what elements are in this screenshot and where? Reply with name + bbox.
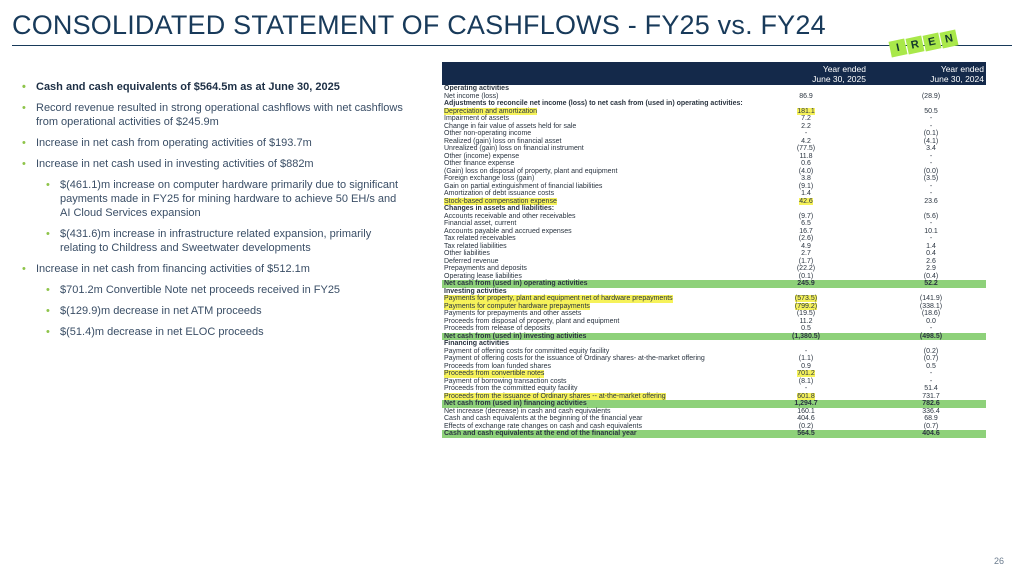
value-fy24: 404.6	[922, 430, 940, 437]
value-fy25	[771, 400, 841, 408]
table-body	[442, 85, 986, 438]
value-fy25	[771, 93, 841, 101]
row-label: (Gain) loss on disposal of property, plant and equipment	[444, 167, 618, 175]
value-fy24: 336.4	[922, 407, 940, 415]
value-fy24: 23.6	[924, 197, 938, 205]
page-title: CONSOLIDATED STATEMENT OF CASHFLOWS - FY25 vs. FY24	[12, 10, 826, 40]
table-section-row	[442, 100, 986, 108]
value-fy25	[771, 415, 841, 423]
value-fy25-text: 181.1	[797, 107, 815, 115]
value-fy25	[771, 280, 841, 288]
table-row	[442, 153, 986, 161]
bullet-item	[22, 136, 407, 150]
value-fy24: -	[929, 220, 933, 227]
row-label: Financing activities	[444, 340, 509, 347]
value-fy25	[771, 235, 841, 243]
value-fy24: -	[929, 370, 933, 377]
value-fy25-text: (77.5)	[796, 145, 816, 152]
bullet-text: Increase in net cash from financing activities of $512.1m	[36, 263, 310, 275]
value-fy25	[771, 123, 841, 131]
value-fy25-text: 1.4	[801, 190, 811, 197]
value-fy25	[771, 220, 841, 228]
table-row	[442, 273, 986, 281]
value-fy25	[771, 423, 841, 431]
row-label: Prepayments and deposits	[444, 265, 527, 272]
row-label: Proceeds from loan funded shares	[444, 362, 552, 370]
row-label: Net cash from (used in) investing activities	[444, 332, 587, 340]
row-label: Accounts receivable and other receivables	[444, 212, 576, 220]
table-row	[442, 115, 986, 123]
row-label: Net income (loss)	[444, 92, 499, 100]
table-row	[442, 235, 986, 243]
logo-letter: E	[923, 33, 942, 52]
value-fy24: (141.9)	[919, 295, 943, 302]
table-row	[442, 355, 986, 363]
value-fy25	[771, 258, 841, 266]
table-row	[442, 250, 986, 258]
row-label: Proceeds from disposal of property, plant and equipment	[444, 317, 620, 325]
table-row	[442, 378, 986, 386]
value-fy25-text: 0.6	[801, 160, 811, 167]
row-label: Other finance expense	[444, 160, 515, 167]
value-fy24: -	[929, 325, 933, 332]
row-label: Investing activities	[444, 287, 507, 295]
table-row	[442, 183, 986, 191]
value-fy25-text: (19.5)	[796, 310, 816, 317]
value-fy25-text: (573.5)	[794, 295, 818, 302]
table-total-row	[442, 333, 986, 341]
row-label: Net increase (decrease) in cash and cash equivalents	[444, 407, 611, 415]
value-fy24: 731.7	[922, 392, 940, 400]
value-fy25-text: (2.6)	[798, 235, 814, 242]
value-fy24: 3.4	[926, 145, 936, 152]
value-fy24: 1.4	[926, 242, 936, 250]
row-label: Tax related liabilities	[444, 242, 507, 250]
column-header-fy25	[812, 64, 866, 84]
value-fy25-text: 564.5	[797, 430, 815, 437]
bullet-text: Increase in net cash from operating activities of $193.7m	[36, 137, 312, 149]
value-fy25-text: 404.6	[797, 415, 815, 422]
table-row	[442, 393, 986, 401]
value-fy25-text: 160.1	[797, 407, 815, 415]
value-fy24: 68.9	[924, 415, 938, 422]
bullet-dot: •	[22, 81, 26, 93]
value-fy25	[771, 213, 841, 221]
row-label: Stock-based compensation expense	[444, 197, 557, 205]
value-fy25	[771, 408, 841, 416]
value-fy25-text: (799.2)	[794, 302, 818, 310]
row-label: Adjustments to reconcile net income (loss) to net cash from (used in) operating activities:	[444, 100, 743, 107]
row-label: Cash and cash equivalents at the end of the financial year	[444, 430, 637, 437]
value-fy25-text: -	[804, 385, 808, 392]
value-fy25-text: 245.9	[797, 280, 815, 287]
value-fy25-text: 16.7	[799, 227, 813, 235]
value-fy24: (5.6)	[923, 212, 939, 220]
value-fy24: 0.0	[926, 317, 936, 325]
value-fy24: (0.0)	[923, 167, 939, 175]
row-label: Unrealized (gain) loss on financial instrument	[444, 145, 584, 152]
table-row	[442, 303, 986, 311]
table-total-row	[442, 400, 986, 408]
sub-bullet-item	[46, 227, 407, 255]
value-fy25	[771, 138, 841, 146]
value-fy25	[771, 145, 841, 153]
row-label: Changes in assets and liabilities:	[444, 205, 555, 212]
value-fy24: -	[929, 122, 933, 130]
table-row	[442, 265, 986, 273]
table-row	[442, 160, 986, 168]
column-header-line: June 30, 2024	[930, 74, 984, 84]
value-fy25-text: 0.5	[801, 325, 811, 332]
value-fy25-text: 4.2	[801, 137, 811, 145]
table-row	[442, 108, 986, 116]
value-fy25-text: (4.0)	[798, 167, 814, 175]
row-label: Effects of exchange rate changes on cash and cash equivalents	[444, 422, 642, 430]
value-fy25-text: 701.2	[797, 370, 815, 377]
row-label: Operating lease liabilities	[444, 272, 522, 280]
value-fy25	[771, 348, 841, 356]
value-fy24: (0.7)	[923, 422, 939, 430]
value-fy24: 2.9	[926, 265, 936, 272]
page-number: 26	[993, 556, 1004, 566]
table-row	[442, 408, 986, 416]
row-label: Payment of offering costs for the issuance of Ordinary shares- at-the-market offering	[444, 355, 705, 362]
row-label: Payments for computer hardware prepayments	[444, 302, 590, 310]
value-fy25-text: 11.8	[799, 152, 813, 160]
bullet-dot: •	[46, 228, 50, 240]
logo-letter: I	[889, 39, 908, 58]
sub-bullet-item	[46, 304, 407, 318]
table-row	[442, 415, 986, 423]
table-total-row	[442, 430, 986, 438]
bullet-text: $(129.9)m decrease in net ATM proceeds	[60, 305, 262, 317]
value-fy25-text: (0.2)	[798, 422, 814, 430]
row-label: Net cash from (used in) operating activities	[444, 280, 588, 287]
bullet-dot: •	[22, 158, 26, 170]
value-fy25-text: 86.9	[799, 92, 813, 100]
title-divider	[12, 45, 1012, 46]
value-fy24: 0.5	[926, 362, 936, 370]
value-fy25-text: (22.2)	[796, 265, 816, 272]
value-fy24: 2.6	[926, 257, 936, 265]
value-fy25	[771, 168, 841, 176]
bullet-text: $701.2m Convertible Note net proceeds received in FY25	[60, 284, 341, 296]
value-fy25-text: (9.7)	[798, 212, 814, 220]
value-fy24: -	[929, 190, 933, 197]
value-fy24: -	[929, 235, 933, 242]
value-fy24: -	[929, 152, 933, 160]
bullet-dot: •	[22, 137, 26, 149]
column-header-line: Year ended	[940, 64, 984, 74]
bullet-text: $(431.6)m increase in infrastructure related expansion, primarily relating to Childress and Sweetwater developments	[60, 228, 372, 254]
value-fy25	[771, 385, 841, 393]
row-label: Payment of borrowing transaction costs	[444, 377, 567, 385]
table-row	[442, 130, 986, 138]
table-row	[442, 220, 986, 228]
value-fy25-text: (8.1)	[798, 377, 814, 385]
value-fy25	[771, 355, 841, 363]
row-label: Other liabilities	[444, 250, 490, 257]
cashflow-table	[442, 62, 986, 438]
bullet-item	[22, 101, 407, 129]
table-row	[442, 190, 986, 198]
value-fy25	[771, 295, 841, 303]
row-label: Gain on partial extinguishment of financial liabilities	[444, 182, 603, 190]
table-row	[442, 93, 986, 101]
bullet-item	[22, 262, 407, 276]
value-fy25-text: 6.5	[801, 220, 811, 227]
table-row	[442, 318, 986, 326]
table-section-row	[442, 340, 986, 348]
table-row	[442, 310, 986, 318]
row-label: Payments for prepayments and other assets	[444, 310, 582, 317]
value-fy25	[771, 190, 841, 198]
table-row	[442, 243, 986, 251]
value-fy25-text: 4.9	[801, 242, 811, 250]
value-fy25	[771, 115, 841, 123]
value-fy25	[771, 183, 841, 191]
value-fy24: 0.4	[926, 250, 936, 257]
sub-bullet-item	[46, 325, 407, 339]
value-fy24: 51.4	[924, 385, 938, 392]
value-fy25-text: 2.2	[801, 122, 811, 130]
table-section-row	[442, 85, 986, 93]
value-fy24: (0.7)	[923, 355, 939, 362]
bullet-dot: •	[22, 263, 26, 275]
row-label: Deferred revenue	[444, 257, 499, 265]
row-label: Proceeds from convertible notes	[444, 370, 545, 377]
row-label: Cash and cash equivalents at the beginning of the financial year	[444, 415, 643, 422]
value-fy25-text: -	[804, 130, 808, 137]
value-fy25-text: (0.1)	[798, 272, 814, 280]
table-row	[442, 175, 986, 183]
value-fy25-text: 2.7	[801, 250, 811, 257]
row-label: Proceeds from the issuance of Ordinary shares -- at-the-market offering	[444, 392, 666, 400]
value-fy24: (498.5)	[919, 332, 943, 340]
table-row	[442, 258, 986, 266]
bullet-dot: •	[46, 179, 50, 191]
value-fy25-text: -	[804, 347, 808, 355]
table-row	[442, 123, 986, 131]
row-label: Net cash from (used in) financing activities	[444, 400, 587, 407]
value-fy24: -	[929, 182, 933, 190]
row-label: Impairment of assets	[444, 115, 509, 122]
value-fy24: -	[929, 115, 933, 122]
bullet-item	[22, 157, 407, 171]
value-fy24: 10.1	[924, 227, 938, 235]
value-fy25	[771, 250, 841, 258]
value-fy25-text: 42.6	[799, 197, 813, 205]
value-fy24: -	[929, 160, 933, 167]
bullet-dot: •	[46, 284, 50, 296]
value-fy25-text: 11.2	[799, 317, 813, 325]
value-fy24: (28.9)	[921, 92, 941, 100]
value-fy24: 50.5	[924, 107, 938, 115]
value-fy25	[771, 318, 841, 326]
value-fy25	[771, 108, 841, 116]
iren-logo	[890, 34, 956, 56]
row-label: Foreign exchange loss (gain)	[444, 175, 535, 182]
value-fy24: (3.5)	[923, 175, 939, 182]
value-fy25-text: 3.8	[801, 175, 811, 182]
bullet-text: $(51.4)m decrease in net ELOC proceeds	[60, 326, 264, 338]
bullet-item	[22, 80, 407, 94]
summary-bullets	[22, 80, 407, 346]
value-fy25	[771, 265, 841, 273]
table-row	[442, 213, 986, 221]
column-header-line: June 30, 2025	[812, 74, 866, 84]
value-fy25	[771, 175, 841, 183]
value-fy25	[771, 153, 841, 161]
table-header	[442, 62, 986, 85]
table-row	[442, 168, 986, 176]
table-section-row	[442, 288, 986, 296]
value-fy25	[771, 130, 841, 138]
row-label: Accounts payable and accrued expenses	[444, 227, 572, 235]
table-row	[442, 423, 986, 431]
value-fy24: (4.1)	[923, 137, 939, 145]
logo-letter: N	[940, 30, 959, 49]
value-fy25	[771, 160, 841, 168]
value-fy25-text: (9.1)	[798, 182, 814, 190]
column-header-fy24	[930, 64, 984, 84]
table-row	[442, 145, 986, 153]
row-label: Amortization of debt issuance costs	[444, 190, 555, 197]
value-fy25	[771, 198, 841, 206]
value-fy25-text: 1,294.7	[794, 400, 818, 407]
table-row	[442, 295, 986, 303]
bullet-text: Record revenue resulted in strong operational cashflows with net cashflows from operational activities of $245.9m	[36, 102, 403, 128]
value-fy25	[771, 363, 841, 371]
column-header-line: Year ended	[822, 64, 866, 74]
row-label: Financial asset, current	[444, 220, 517, 227]
value-fy25	[771, 243, 841, 251]
value-fy24: 52.2	[924, 280, 938, 287]
table-row	[442, 138, 986, 146]
sub-bullet-item	[46, 283, 407, 297]
value-fy25-text: (1.7)	[798, 257, 814, 265]
value-fy25	[771, 333, 841, 341]
table-row	[442, 198, 986, 206]
row-label: Proceeds from the committed equity facility	[444, 385, 578, 392]
table-row	[442, 370, 986, 378]
value-fy24: (0.1)	[923, 130, 939, 137]
value-fy24: (18.6)	[921, 310, 941, 317]
value-fy24: 782.6	[922, 400, 940, 407]
bullet-dot: •	[46, 326, 50, 338]
value-fy24: (0.2)	[923, 347, 939, 355]
value-fy25	[771, 430, 841, 438]
table-section-row	[442, 205, 986, 213]
value-fy25	[771, 325, 841, 333]
table-row	[442, 228, 986, 236]
table-total-row	[442, 280, 986, 288]
row-label: Operating activities	[444, 85, 509, 92]
bullet-text: Increase in net cash used in investing activities of $882m	[36, 158, 314, 170]
value-fy25	[771, 228, 841, 236]
value-fy25-text: (1,380.5)	[791, 332, 821, 340]
value-fy25-text: 0.9	[801, 362, 811, 370]
value-fy24: -	[929, 377, 933, 385]
row-label: Payments for property, plant and equipment net of hardware prepayments	[444, 295, 673, 302]
logo-letter: R	[906, 36, 925, 55]
bullet-text: $(461.1)m increase on computer hardware primarily due to significant payments made in FY25 for mining hardware to achieve 50 EH/s and AI Cloud Services expansion	[60, 179, 399, 219]
table-row	[442, 348, 986, 356]
value-fy25	[771, 393, 841, 401]
table-row	[442, 325, 986, 333]
value-fy25-text: (1.1)	[798, 355, 814, 362]
table-row	[442, 385, 986, 393]
value-fy24: (0.4)	[923, 272, 939, 280]
sub-bullet-item	[46, 178, 407, 220]
value-fy25-text: 601.8	[797, 392, 815, 400]
value-fy25	[771, 303, 841, 311]
row-label: Change in fair value of assets held for sale	[444, 122, 577, 130]
bullet-text: Cash and cash equivalents of $564.5m as at June 30, 2025	[36, 81, 340, 93]
value-fy24: (338.1)	[919, 302, 943, 310]
value-fy25	[771, 378, 841, 386]
bullet-dot: •	[22, 102, 26, 114]
row-label: Proceeds from release of deposits	[444, 325, 551, 332]
value-fy25-text: 7.2	[801, 115, 811, 122]
row-label: Depreciation and amortization	[444, 107, 537, 115]
row-label: Other (income) expense	[444, 152, 520, 160]
value-fy25	[771, 310, 841, 318]
value-fy25	[771, 370, 841, 378]
row-label: Realized (gain) loss on financial asset	[444, 137, 562, 145]
value-fy25	[771, 273, 841, 281]
row-label: Tax related receivables	[444, 235, 516, 242]
bullet-dot: •	[46, 305, 50, 317]
row-label: Payment of offering costs for committed equity facility	[444, 347, 610, 355]
table-row	[442, 363, 986, 371]
row-label: Other non-operating income	[444, 130, 532, 137]
